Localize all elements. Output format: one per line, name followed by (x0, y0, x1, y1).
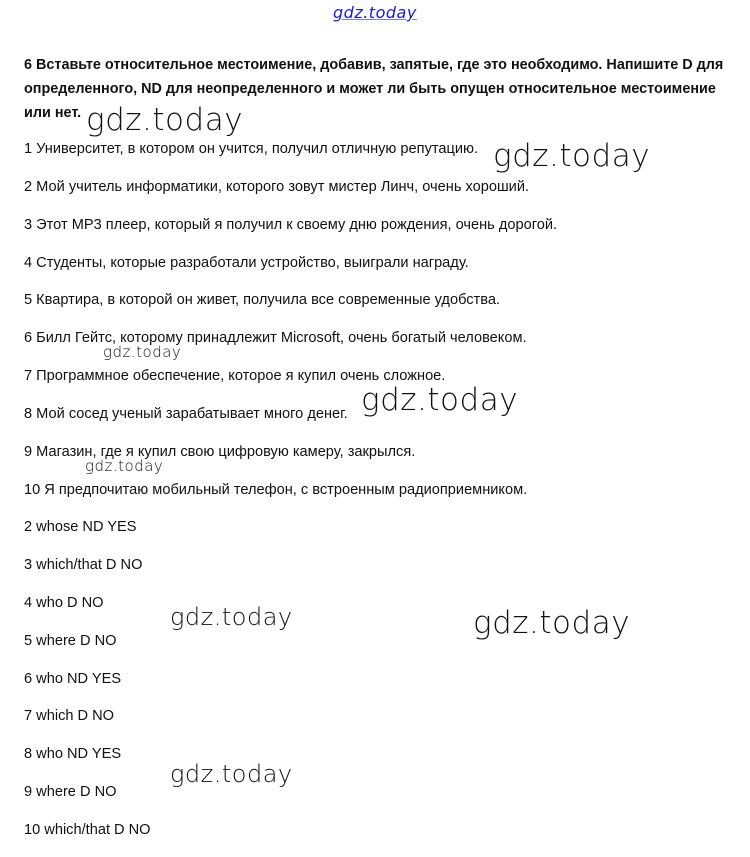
sentence-item: 9 Магазин, где я купил свою цифровую камеру, закрылся. (24, 444, 416, 460)
sentence-item: 7 Программное обеспечение, которое я купил очень сложное. (24, 368, 446, 384)
sentence-item: 1 Университет, в котором он учится, получил отличную репутацию. (24, 141, 479, 157)
sentence-item: 10 Я предпочитаю мобильный телефон, с встроенным радиоприемником. (24, 482, 528, 498)
sentence-item: 8 Мой сосед ученый зарабатывает много денег. (24, 406, 348, 422)
answer-item: 8 who ND YES (24, 746, 122, 762)
sentence-item: 2 Мой учитель информатики, которого зовут мистер Линч, очень хороший. (24, 179, 530, 195)
answer-item: 3 which/that D NO (24, 557, 143, 573)
watermark: gdz.today (170, 760, 293, 788)
sentence-item: 4 Студенты, которые разработали устройство, выиграли награду. (24, 255, 469, 271)
watermark: gdz.today (103, 343, 182, 361)
exercise-instruction: 6 Вставьте относительное местоимение, добавив, запятые, где это необходимо. Напишите D для определенного, ND для неопределенного и может ли быть опущен относительное местоимение или нет. (24, 57, 724, 121)
watermark: gdz.today (493, 138, 651, 174)
sentence-item: 3 Этот MP3 плеер, который я получил к своему дню рождения, очень дорогой. (24, 217, 558, 233)
watermark: gdz.today (170, 603, 293, 631)
answer-item: 9 where D NO (24, 784, 117, 800)
watermark: gdz.today (86, 102, 244, 138)
answer-item: 10 which/that D NO (24, 822, 151, 838)
answer-item: 5 where D NO (24, 633, 117, 649)
watermark: gdz.today (85, 457, 164, 475)
answer-item: 6 who ND YES (24, 671, 122, 687)
answer-item: 7 which D NO (24, 708, 115, 724)
sentence-item: 5 Квартира, в которой он живет, получила все современные удобства. (24, 292, 500, 308)
answer-item: 4 who D NO (24, 595, 104, 611)
sentence-item: 6 Билл Гейтс, которому принадлежит Microsoft, очень богатый человеком. (24, 330, 527, 346)
watermark-link[interactable]: gdz.today (333, 3, 417, 22)
answer-item: 2 whose ND YES (24, 519, 137, 535)
watermark: gdz.today (473, 605, 631, 641)
watermark: gdz.today (361, 382, 519, 418)
